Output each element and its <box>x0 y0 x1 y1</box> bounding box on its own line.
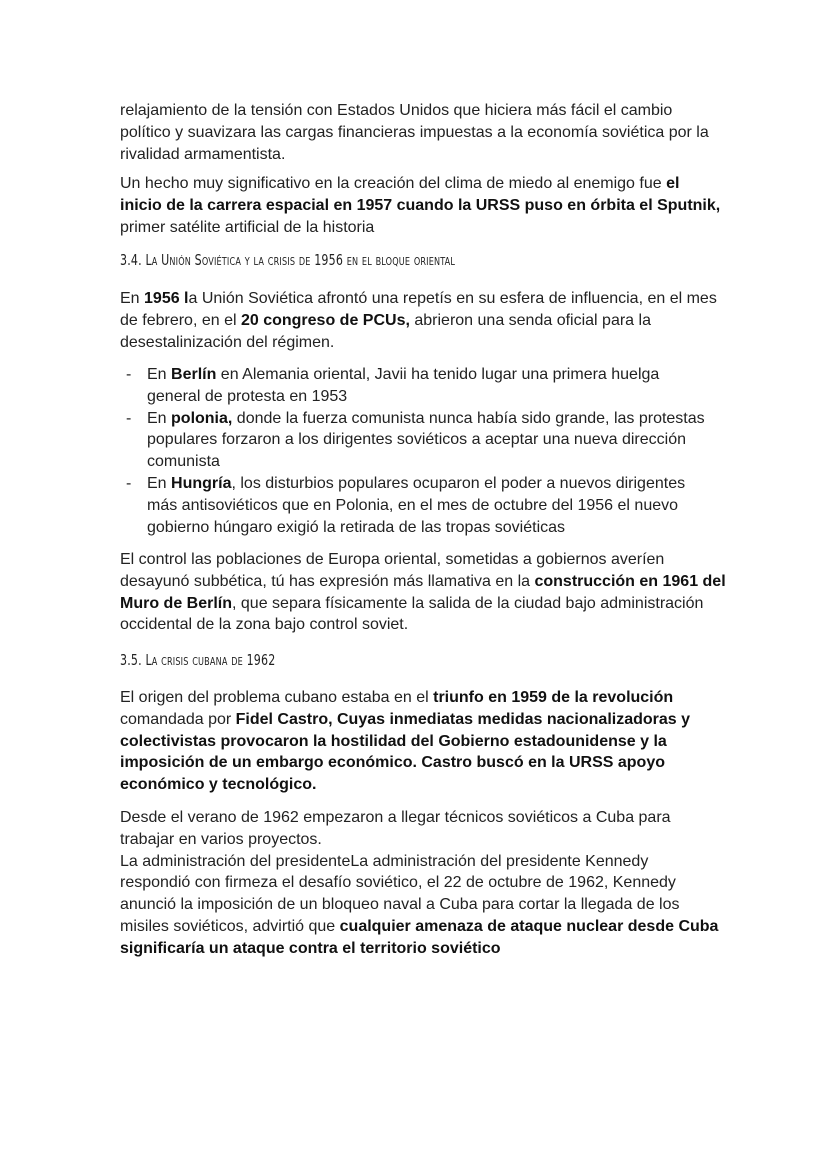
bold-text: polonia, <box>171 409 233 427</box>
list-item <box>120 408 760 473</box>
text-line <box>120 687 760 709</box>
bold-text: 1956 l <box>144 290 189 307</box>
text-run: rivalidad armamentista. <box>120 145 286 163</box>
text-line <box>120 807 760 829</box>
bold-text: Muro de Berlín <box>120 594 233 612</box>
text-run: gobierno húngaro exigió la retirada de las tropas soviéticas <box>147 518 566 536</box>
text-line <box>120 872 760 894</box>
text-run: político y suavizara las cargas financieras impuestas a la economía soviética por la <box>120 123 709 141</box>
bullet-list <box>120 364 760 538</box>
text-line <box>147 473 760 495</box>
bold-text: imposición de un embargo económico. Castro buscó en la URSS apoyo <box>120 754 665 772</box>
text-run: , que separa físicamente la salida de la ciudad bajo administración <box>232 594 704 612</box>
text-line <box>120 310 760 332</box>
bullet-dash-icon: - <box>126 366 132 383</box>
text-run: de febrero, en el <box>120 311 241 329</box>
text-run: , los disturbios populares ocuparon el poder a nuevos dirigentes <box>231 474 686 492</box>
text-line <box>120 195 760 217</box>
text-line <box>120 894 760 916</box>
text-line <box>147 364 760 386</box>
text-line <box>120 217 760 239</box>
text-line <box>120 332 760 354</box>
text-line <box>147 495 760 517</box>
text-run: En <box>147 474 172 492</box>
text-line <box>147 451 760 473</box>
list-item <box>120 473 760 538</box>
text-line <box>147 517 760 539</box>
text-line <box>120 752 760 774</box>
text-run: La administración del presidenteLa administración del presidente Kennedy <box>120 852 649 870</box>
text-run: El control las poblaciones de Europa oriental, sometidas a gobiernos averíen <box>120 551 665 568</box>
bold-text: inicio de la carrera espacial en 1957 cuando la URSS puso en órbita el Sputnik, <box>120 196 721 214</box>
text-line <box>120 938 760 960</box>
text-run: occidental de la zona bajo control soviet. <box>120 616 409 634</box>
text-line <box>120 851 760 873</box>
text-run: populares forzaron a los dirigentes soviéticos a aceptar una nueva dirección <box>147 431 686 449</box>
text-line <box>120 122 760 144</box>
bullet-dash-icon: - <box>126 409 132 427</box>
text-run: primer satélite artificial de la historia <box>120 218 375 236</box>
text-line <box>120 549 760 571</box>
text-line <box>120 593 760 615</box>
text-line <box>120 614 760 636</box>
text-line <box>120 144 760 166</box>
paragraph <box>120 807 760 960</box>
text-line <box>147 386 760 408</box>
text-run: más antisoviéticos que en Polonia, en el mes de octubre del 1956 el nuevo <box>147 496 679 514</box>
text-line <box>120 731 760 753</box>
text-line <box>120 774 760 796</box>
text-line <box>120 916 760 938</box>
section-heading-text: 3.5. La crisis cubana de 1962 <box>120 651 276 669</box>
text-run: a Unión Soviética afrontó una repetís en su esfera de influencia, en el mes <box>188 290 717 307</box>
text-line <box>120 709 760 731</box>
text-line <box>147 408 760 430</box>
text-run: comunista <box>147 453 220 471</box>
text-line <box>120 288 760 310</box>
text-run: en Alemania oriental, Javii ha tenido lugar una primera huelga <box>216 366 660 383</box>
text-line <box>120 571 760 593</box>
text-line <box>120 100 760 122</box>
text-run: En <box>120 290 145 307</box>
bold-text: Hungría <box>171 474 232 492</box>
list-item <box>120 364 760 408</box>
bold-text: triunfo en 1959 de la revolución <box>433 689 674 706</box>
text-run: En <box>147 366 172 383</box>
bullet-dash-icon: - <box>126 474 132 492</box>
text-line <box>120 829 760 851</box>
text-run: donde la fuerza comunista nunca había sido grande, las protestas <box>232 409 705 427</box>
text-run: relajamiento de la tensión con Estados Unidos que hiciera más fácil el cambio <box>120 102 673 119</box>
section-heading-text: 3.4. La Unión Soviética y la crisis de 1956 en el bloque oriental <box>120 251 456 269</box>
text-run: desestalinización del régimen. <box>120 333 335 351</box>
bold-text: colectivistas provocaron la hostilidad del Gobierno estadounidense y la <box>120 732 667 750</box>
section-heading <box>120 250 760 270</box>
bold-text: económico y tecnológico. <box>120 776 317 794</box>
text-run: anunció la imposición de un bloqueo naval a Cuba para cortar la llegada de los <box>120 896 680 914</box>
bold-text: Berlín <box>171 366 217 383</box>
text-run: abrieron una senda oficial para la <box>409 311 651 329</box>
text-run: El origen del problema cubano estaba en el <box>120 689 434 706</box>
paragraph <box>120 288 760 353</box>
text-run: respondió con firmeza el desafío soviético, el 22 de octubre de 1962, Kennedy <box>120 874 676 892</box>
bold-text: cualquier amenaza de ataque nuclear desde Cuba <box>339 917 719 935</box>
paragraph <box>120 687 760 796</box>
text-line <box>147 429 760 451</box>
bold-text: el <box>666 175 680 192</box>
text-run: comandada por <box>120 710 236 728</box>
bold-text: significaría un ataque contra el territorio soviético <box>120 939 501 957</box>
bold-text: 20 congreso de PCUs, <box>240 311 410 329</box>
text-run: misiles soviéticos, advirtió que <box>120 917 340 935</box>
text-run: En <box>147 409 172 427</box>
bold-text: construcción en 1961 del <box>534 572 726 590</box>
bold-text: Fidel Castro, Cuyas inmediatas medidas nacionalizadoras y <box>235 710 691 728</box>
text-line <box>120 173 760 195</box>
paragraph <box>120 549 760 636</box>
text-run: trabajar en varios proyectos. <box>120 830 322 848</box>
text-run: desayunó subbética, tú has expresión más llamativa en la <box>120 572 535 590</box>
text-run: Desde el verano de 1962 empezaron a llegar técnicos soviéticos a Cuba para <box>120 809 671 826</box>
section-heading <box>120 650 760 670</box>
text-run: general de protesta en 1953 <box>147 387 348 405</box>
text-run: Un hecho muy significativo en la creación del clima de miedo al enemigo fue <box>120 175 667 192</box>
paragraph <box>120 173 760 238</box>
paragraph <box>120 100 760 165</box>
